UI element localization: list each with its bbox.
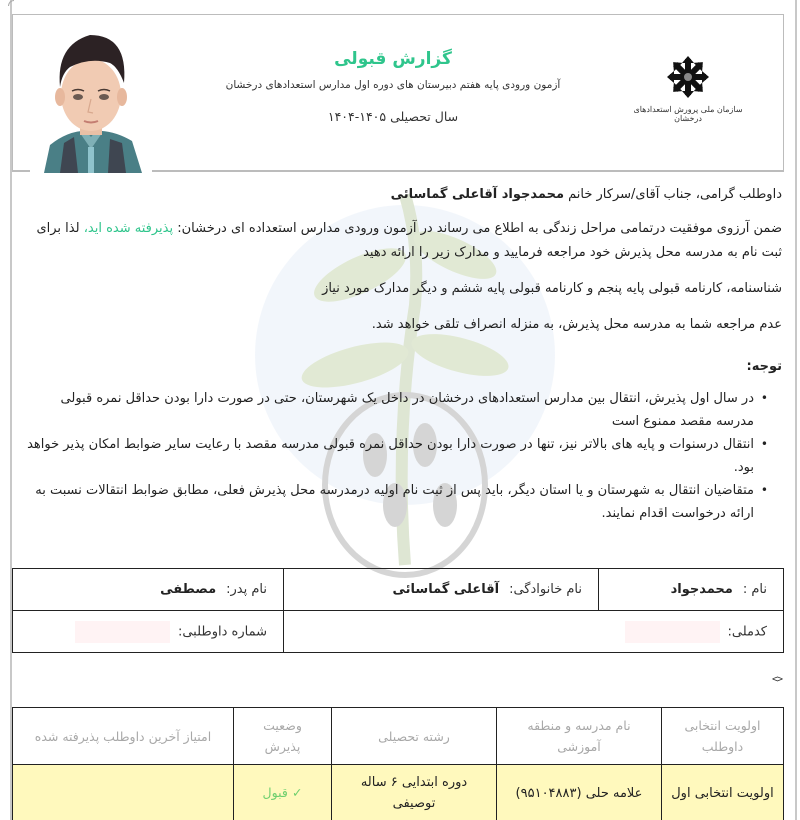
father-name-value: مصطفی	[160, 582, 217, 597]
header-school: نام مدرسه و منطقه آموزشی	[497, 708, 662, 765]
last-name-label: نام خانوادگی:	[509, 582, 582, 597]
candidate-number-label: شماره داوطلبی:	[177, 624, 267, 639]
first-name-value: محمدجواد	[670, 582, 733, 597]
status-text: قبول	[262, 785, 288, 800]
first-name-cell	[599, 569, 784, 611]
last-name-cell	[284, 569, 599, 611]
last-name-value: آقاعلی گماسائی	[392, 582, 500, 597]
report-header	[12, 14, 784, 172]
page-corner	[8, 0, 14, 6]
candidate-info-table	[12, 568, 784, 653]
first-name-label: نام :	[742, 582, 767, 597]
candidate-photo-image	[30, 17, 152, 173]
report-title-block	[193, 45, 593, 124]
cell-status	[234, 765, 332, 820]
greeting-prefix: داوطلب گرامی، جناب آقای/سرکار خانم	[564, 187, 782, 202]
organization-logo	[633, 55, 743, 125]
notes-title: توجه:	[746, 359, 782, 374]
sampad-logo-icon	[666, 55, 710, 99]
notes-list	[22, 387, 782, 525]
cell-priority: اولویت انتخابی اول	[662, 765, 784, 820]
candidate-number-value	[75, 621, 170, 643]
candidate-full-name: محمدجواد آقاعلی گماسائی	[390, 187, 564, 202]
report-title: گزارش قبولی	[334, 49, 452, 69]
table-row	[13, 765, 784, 820]
cell-last-score	[13, 765, 234, 820]
warning-text: عدم مراجعه شما به مدرسه محل پذیرش، به منزله انصراف تلقی خواهد شد.	[371, 317, 782, 332]
father-name-cell	[13, 569, 284, 611]
check-icon: ✓	[291, 785, 303, 800]
national-code-label: کدملی:	[727, 624, 767, 639]
note-item: • متقاضیان انتقال به شهرستان و یا استان دیگر، باید پس از ثبت نام اولیه درمدرسه محل پذیرش فعلی، مطابق ضوابط انتقالات نسبت به ارائه درخواست اقدام نمایند.	[22, 479, 768, 525]
note-item: • در سال اول پذیرش، انتقال بین مدارس استعدادهای درخشان در داخل یک شهرستان، حتی در صورت دارا بودن حداقل نمره قبولی مدرسه مقصد ممنوع است	[22, 387, 768, 433]
announcement-start: ضمن آرزوی موفقیت درتمامی مراحل زندگی به اطلاع می رساند در آزمون ورودی مدارس استعداده ای درخشان:	[173, 221, 782, 236]
note-item: • انتقال درسنوات و پایه های بالاتر نیز، تنها در صورت دارا بودن حداقل نمره قبولی مدرسه مقصد با رعایت سایر ضوابط امکان پذیر خواهد بود.	[22, 433, 768, 479]
header-priority: اولویت انتخابی داوطلب	[662, 708, 784, 765]
cell-field: دوره ابتدایی ۶ ساله توصیفی	[332, 765, 497, 820]
academic-year: سال تحصیلی ۱۴۰۵-۱۴۰۴	[327, 109, 459, 124]
announcement-paragraph	[22, 217, 782, 265]
required-documents: شناسنامه، کارنامه قبولی پایه پنجم و کارنامه قبولی پایه ششم و دیگر مدارک مورد نیاز	[322, 281, 782, 296]
announcement-end: لذا برای ثبت نام به مدرسه محل پذیرش خود مراجعه فرمایید و مدارک زیر را ارائه دهید	[36, 221, 782, 260]
candidate-number-cell	[13, 611, 284, 653]
results-header-row	[13, 708, 784, 765]
header-field: رشته تحصیلی	[332, 708, 497, 765]
info-row	[13, 569, 784, 611]
report-body	[22, 183, 782, 525]
header-status: وضعیت پذیرش	[234, 708, 332, 765]
code-icon[interactable]: <>	[771, 674, 782, 685]
father-name-label: نام پدر:	[226, 582, 267, 597]
national-code-cell	[284, 611, 784, 653]
candidate-photo	[30, 17, 152, 173]
greeting-line	[22, 183, 782, 207]
acceptance-status-text: پذیرفته شده اید،	[83, 221, 174, 236]
national-code-value	[625, 621, 720, 643]
info-row	[13, 611, 784, 653]
cell-school: علامه حلی (۹۵۱۰۴۸۸۳)	[497, 765, 662, 820]
header-last-score: امتیاز آخرین داوطلب پذیرفته شده	[13, 708, 234, 765]
logo-caption: سازمان ملی پرورش استعدادهای درخشان	[633, 105, 743, 123]
admission-results-table	[12, 707, 784, 820]
exam-subtitle: آزمون ورودی پایه هفتم دبیرستان های دوره اول مدارس استعدادهای درخشان	[225, 79, 561, 91]
